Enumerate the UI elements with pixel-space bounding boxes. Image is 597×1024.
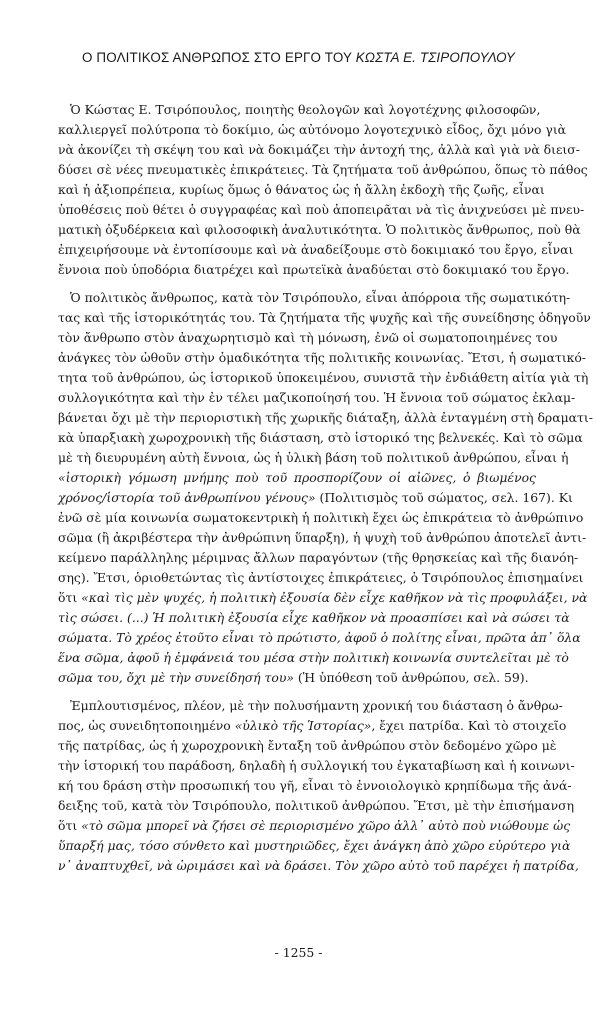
text-line <box>58 388 576 408</box>
line-text: (Πολιτισμὸς τοῦ σώματος, σελ. 167). Κι <box>315 490 573 505</box>
text-line <box>58 448 569 468</box>
line-text: ματικὴ ὀξυδέρκεια καὶ φιλοσοφικὴ ἀναλυτικότητα. Ὁ πολιτικὸς ἄνθρωπος, ποὺ θὰ <box>58 222 581 237</box>
page-number: - 1255 - <box>274 945 323 960</box>
line-text: καὶ ἡ ἀξιοπρέπεια, κυρίως ὅμως ὁ θάνατος ὡς ἡ ἄλλη ἐκδοχὴ τῆς ζωῆς, εἶναι <box>58 182 545 197</box>
line-text: δειξης τοῦ, κατὰ τὸν Τσιρόπουλο, πολιτικοῦ ἀνθρώπου. Ἔτσι, μὲ τὴν ἐπισήμανση <box>58 798 575 813</box>
line-text: ὑποθέσεις ποὺ θέτει ὁ συγγραφέας καὶ ποὺ ἀποπειρᾶται νὰ τὶς ἀνιχνεύσει μὲ πνευ- <box>58 202 585 217</box>
line-text: κὰ ὑπαρξιακὴ χωροχρονικὴ τῆς διάσταση, στὸ ἱστορικό της βελνεκές. Καὶ τὸ σῶμα <box>58 430 583 445</box>
italic-quote-text: τὶς σώσει. (...) Ἡ πολιτικὴ ἐξουσία εἶχε καθῆκον νὰ προασπίσει καὶ νὰ σώσει τὰ <box>58 610 570 625</box>
text-line <box>58 488 573 508</box>
text-line <box>58 628 581 648</box>
text-line <box>58 468 536 488</box>
text-line <box>58 120 567 140</box>
header-title: Ο ΠΟΛΙΤΙΚΟΣ ΑΝΘΡΩΠΟΣ ΣΤΟ ΕΡΓΟ ΤΟΥ <box>81 50 356 65</box>
text-line <box>58 716 567 736</box>
line-text: ἐπιχειρήσουμε νὰ ἐντοπίσουμε καὶ νὰ ἀναδείξουμε στὸ δοκιμιακό του ἔργο, εἶναι <box>58 242 574 257</box>
line-text: Ἐμπλουτισμένος, πλέον, μὲ τὴν πολυσήμαντη χρονική του διάσταση ὁ ἄνθρω- <box>70 698 563 713</box>
line-text: τῆς πατρίδας, ὡς ἡ χωροχρονικὴ ἔνταξη τοῦ ἀνθρώπου στὸν δεδομένο χῶρο μὲ <box>58 738 557 753</box>
line-text: κή του δράση στὴν προσωπική του γῆ, εἶναι τὸ ἐννοιολογικὸ κρηπίδωμα τῆς ἀνά- <box>58 778 572 793</box>
text-line <box>58 180 545 200</box>
text-line <box>58 140 580 160</box>
text-line <box>58 160 588 180</box>
line-text: (Ἡ ὑπόθεση τοῦ ἀνθρώπου, σελ. 59). <box>293 670 529 685</box>
text-line <box>58 368 589 388</box>
line-text: ἐνῶ σὲ μία κοινωνία σωματοκεντρικὴ ἡ πολιτικὴ ἔχει ὡς ἐπικράτεια τὸ ἀνθρώπινο <box>58 510 584 525</box>
text-line <box>58 648 569 668</box>
text-line <box>58 816 571 836</box>
text-line <box>58 856 579 876</box>
line-text: ἀνάγκες τὸν ὠθοῦν στὴν ὁμαδικότητα τῆς πολιτικῆς κοινωνίας. Ἔτσι, ἡ σωματικό- <box>58 350 587 365</box>
line-text: πος, ὡς συνειδητοποιημένο <box>58 718 235 733</box>
text-line <box>58 736 557 756</box>
header-author: ΚΩΣΤΑ Ε. ΤΣΙΡΟΠΟΥΛΟΥ <box>355 50 516 65</box>
line-text: σης). Ἔτσι, ὁριοθετώντας τὶς ἀντίστοιχες ἐπικράτειες, ὁ Τσιρόπουλος ἐπισημαίνει <box>58 570 584 585</box>
line-text: κείμενο παράλληλης μέριμνας ἄλλων παραγόντων (τῆς θρησκείας καὶ τῆς διανόη- <box>58 550 579 565</box>
text-line <box>58 756 575 776</box>
line-text: συλλογικότητα καὶ τὴν ἐν τέλει μαζικοποίησή του. Ἡ ἔννοια τοῦ σώματος ἐκλαμ- <box>58 390 576 405</box>
text-line <box>58 348 587 368</box>
line-text: νὰ ἀκονίζει τὴ σκέψη του καὶ νὰ δοκιμάζει τὴν ἀντοχή της, ἀλλὰ καὶ γιὰ νὰ διεισ- <box>58 142 580 157</box>
text-line <box>58 428 583 448</box>
italic-quote-text: ἕνα σῶμα, ἀφοῦ ἡ ἐμφάνειά του μέσα στὴν πολιτικὴ κοινωνία συντελεῖται μὲ τὸ <box>58 650 569 665</box>
line-text: , ἔχει πατρίδα. Καὶ τὸ στοιχεῖο <box>371 718 567 733</box>
line-text: τας καὶ τῆς ἱστορικότητάς του. Τὰ ζητήματα τῆς ψυχῆς καὶ τῆς συνείδησης ὁδηγοῦν <box>58 310 591 325</box>
text-line <box>58 668 536 688</box>
italic-quote-text: ὕπαρξή μας, τόσο σύνθετο καὶ μυστηριῶδες, ἔχει ἀνάγκη ἀπὸ χῶρο εὐρύτερο γιὰ <box>58 838 571 853</box>
text-line <box>58 568 584 588</box>
italic-quote-text: «τὸ σῶμα μπορεῖ νὰ ζήσει σὲ περιορισμένο χῶρο ἀλλ᾿ αὐτὸ ποὺ νιώθουμε ὡς <box>81 818 571 833</box>
italic-quote-text: σῶμα του, ὄχι μὲ τὴν συνείδησή του» <box>58 670 294 685</box>
line-text: ἔννοια ποὺ ὑποδόρια διατρέχει καὶ πρωτεϊκὰ ἀναδύεται στὸ δοκιμιακό του ἔργο. <box>58 262 570 277</box>
line-text: τητα τοῦ ἀνθρώπου, ὡς ἱστορικοῦ ὑποκειμένου, συνιστᾶ τὴν ἐνδιάθετη αἰτία γιὰ τὴ <box>58 370 589 385</box>
text-line <box>58 588 588 608</box>
text-line <box>58 836 571 856</box>
text-line <box>58 528 587 548</box>
text-line <box>58 240 574 260</box>
italic-quote-text: σώματα. Τὸ χρέος ἐτοῦτο εἶναι τὸ πρώτιστο, ἀφοῦ ὁ πολίτης εἶναι, πρῶτα ἀπ᾿ ὅλα <box>58 630 581 645</box>
line-text: τὴν ἱστορική του παράδοση, δηλαδὴ ἡ συλλογική του ἐγκαταβίωση καὶ ἡ κοινωνι- <box>58 758 575 773</box>
text-line <box>58 548 579 568</box>
text-line <box>58 220 581 240</box>
italic-quote-text: χρόνος/ἱστορία τοῦ ἀνθρωπίνου γένους» <box>58 490 316 505</box>
line-text: βάνεται ὄχι μὲ τὴν περιοριστικὴ τῆς χωρικῆς διάταξη, ἀλλὰ ἐνταγμένη στὴ δραματι- <box>58 410 593 425</box>
text-line <box>58 608 570 628</box>
italic-quote-text: «ἱστορικὴ γόμωση μνήμης ποὺ τοῦ προσπορίζουν οἱ αἰῶνες, ὁ βιωμένος <box>58 470 536 485</box>
running-header <box>0 50 597 65</box>
line-text: Ὁ πολιτικὸς ἄνθρωπος, κατὰ τὸν Τσιρόπουλο, εἶναι ἀπόρροια τῆς σωματικότη- <box>70 290 571 305</box>
line-text: Ὁ Κώστας Ε. Τσιρόπουλος, ποιητὴς θεολογῶν καὶ λογοτέχνης φιλοσοφῶν, <box>70 102 541 117</box>
text-line <box>58 328 558 348</box>
text-line <box>58 408 593 428</box>
text-line <box>70 696 563 716</box>
italic-quote-text: «ὑλικὸ τῆς Ἱστορίας» <box>234 718 372 733</box>
text-line <box>58 796 575 816</box>
italic-quote-text: ν᾿ ἀναπτυχθεῖ, νὰ ὡριμάσει καὶ νὰ δράσει. Τὸν χῶρο αὐτὸ τοῦ παρέχει ἡ πατρίδα, <box>58 858 579 873</box>
text-line <box>70 100 541 120</box>
text-line <box>58 260 570 280</box>
line-text: μὲ τὴ διευρυμένη αὐτὴ ἔννοια, ὡς ἡ ὑλικὴ βάση τοῦ πολιτικοῦ ἀνθρώπου, εἶναι ἡ <box>58 450 569 465</box>
text-line <box>58 776 572 796</box>
line-text: σῶμα (ἢ ἀκριβέστερα τὴν ἀνθρώπινη ὕπαρξη), ἡ ψυχὴ τοῦ ἀνθρώπου ἀποτελεῖ ἀντι- <box>58 530 587 545</box>
text-line <box>58 308 591 328</box>
text-line <box>58 508 584 528</box>
line-text: καλλιεργεῖ πολύτροπα τὸ δοκίμιο, ὡς αὐτόνομο λογοτεχνικὸ εἶδος, ὄχι μόνο γιὰ <box>58 122 567 137</box>
line-text: τὸν ἄνθρωπο στὸν ἀναχωρητισμὸ καὶ τὴ μόνωση, ἐνῶ οἱ σωματοποιημένες του <box>58 330 558 345</box>
line-text: ὅτι <box>58 590 82 605</box>
text-line <box>70 288 571 308</box>
italic-quote-text: «καὶ τὶς μὲν ψυχές, ἡ πολιτικὴ ἐξουσία δὲν εἶχε καθῆκον νὰ τὶς προφυλάξει, νὰ <box>81 590 588 605</box>
text-line <box>58 200 585 220</box>
line-text: δύσει σὲ νέες πνευματικὲς ἐπικράτειες. Τὰ ζητήματα τοῦ ἀνθρώπου, ὅπως τὸ πάθος <box>58 162 588 177</box>
line-text: ὅτι <box>58 818 82 833</box>
